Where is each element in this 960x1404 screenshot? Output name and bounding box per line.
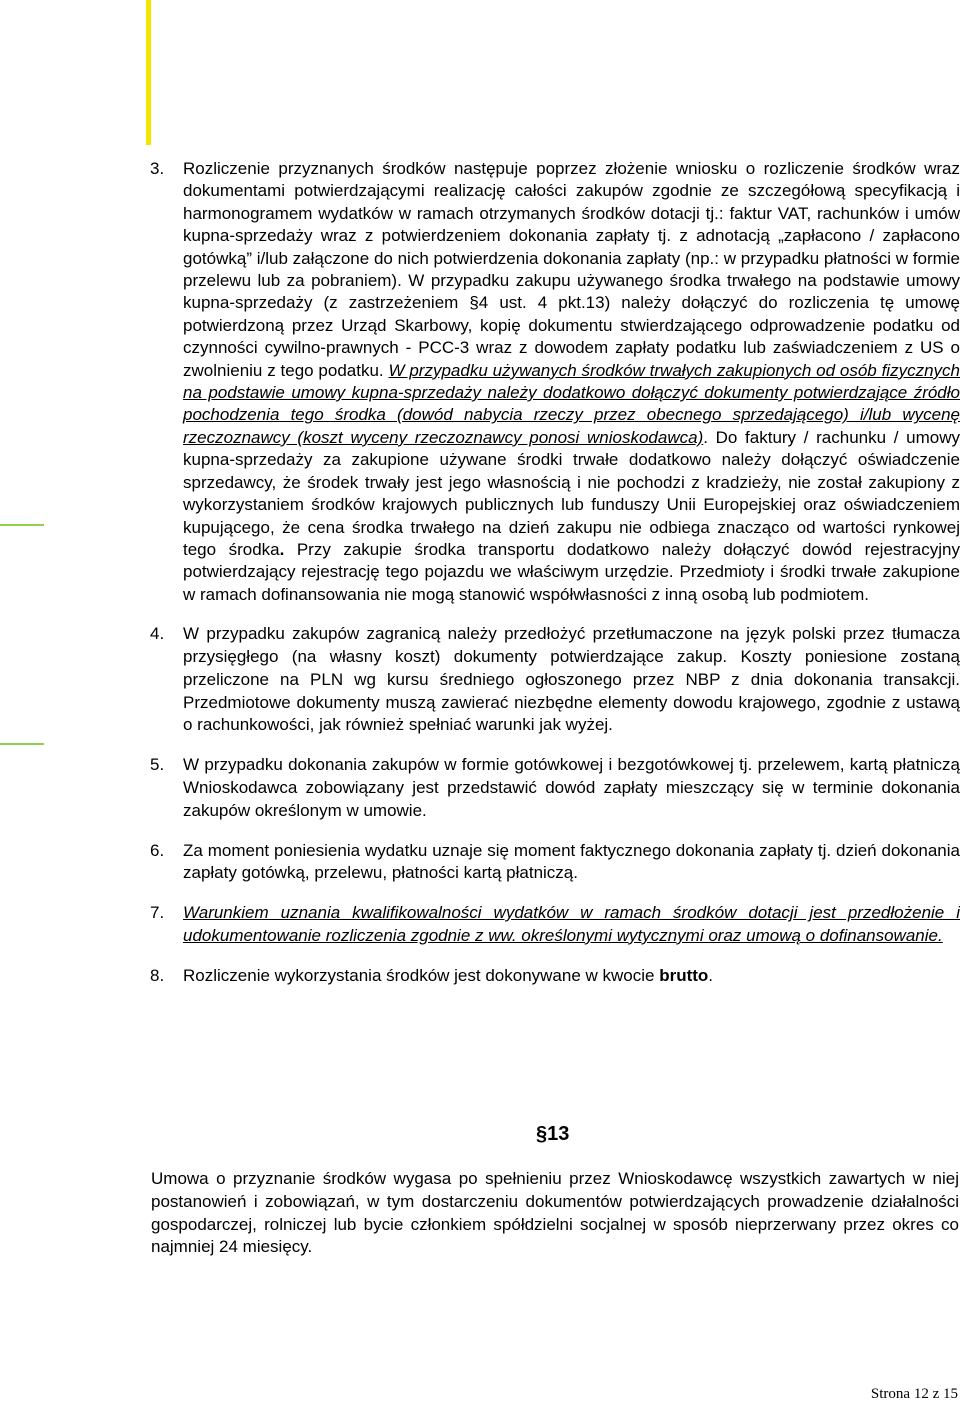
item-text: Warunkiem uznania kwalifikowalności wydatków w ramach środków dotacji jest przedłożenie i udokumentowanie rozliczenia zgodnie z ww. określonymi wytycznymi oraz umową o dofinansowanie. (183, 903, 960, 945)
green-margin-mark (0, 743, 44, 745)
yellow-margin-bar (146, 0, 151, 145)
item-text: Rozliczenie wykorzystania środków jest dokonywane w kwocie brutto. (183, 965, 714, 985)
item-number: 5. (150, 755, 165, 775)
list-item (150, 902, 960, 948)
item-number: 3. (150, 159, 165, 178)
item-number: 4. (150, 624, 165, 644)
settlement-rules-list (150, 158, 960, 1004)
item-text: Za moment poniesienia wydatku uznaje się moment faktycznego dokonania zapłaty tj. dzień dokonania zapłaty gotówką, przelewu, płatności kartą płatniczą. (183, 840, 960, 883)
item-number: 6. (150, 840, 165, 860)
green-margin-mark (0, 524, 44, 526)
page-number-footer: Strona 12 z 15 (870, 1386, 958, 1402)
item-text: W przypadku zakupów zagranicą należy przedłożyć przetłumaczone na język polski przez tłumacza przysięgłego (na własny koszt) dokumenty potwierdzające zakup. Koszty poniesione zostaną przeliczone na PLN wg kursu średniego ogłoszonego przez NBP z dnia dokonania transakcji. Przedmiotowe dokumenty muszą zawierać niezbędne elementy dowodu krajowego, zgodnie z ustawą o rachunkowości, jak również spełniać warunki jak wyżej. (183, 624, 960, 735)
item-text: W przypadku dokonania zakupów w formie gotówkowej i bezgotówkowej tj. przelewem, kartą płatniczą Wnioskodawca zobowiązany jest przedstawić dowód zapłaty mieszczący się w terminie dokonania zakupów określonym w umowie. (183, 755, 960, 820)
list-item (150, 754, 960, 822)
list-item (150, 623, 960, 737)
section-heading: §13 (536, 1123, 570, 1145)
item-number: 8. (150, 965, 165, 985)
list-item (150, 158, 960, 606)
item-number: 7. (150, 903, 165, 923)
item-text: Rozliczenie przyznanych środków następuje poprzez złożenie wniosku o rozliczenie środków wraz dokumentami potwierdzającymi realizację całości zakupów zgodnie ze szczegółową specyfikacją i harmonogramem wydatków w ramach otrzymanych środków dotacji tj.: faktur VAT, rachunków i umów kupna-sprzedaży wraz z potwierdzeniem dokonania zapłaty tj. z adnotacją „zapłacono / zapłacono gotówką” i/lub załączone do nich potwierdzenia dokonania zapłaty (np.: w przypadku płatności w formie przelewu lub za pobraniem). W przypadku zakupu używanego środka trwałego na podstawie umowy kupna-sprzedaży (z zastrzeżeniem §4 ust. 4 pkt.13) należy dołączyć do rozliczenia tę umowę potwierdzoną przez Urząd Skarbowy, kopię dokumentu stwierdzającego odprowadzenie podatku od czynności cywilno-prawnych - PCC-3 wraz z dowodem zapłaty podatku lub zaświadczeniem z US o zwolnieniu z tego podatku. W przypadku używanych środków trwałych zakupionych od osób fizycznych na podstawie umowy kupna-sprzedaży należy dodatkowo dołączyć dokumenty potwierdzające źródło pochodzenia tego środka (dowód nabycia rzeczy przez obecnego sprzedającego) i/lub wycenę rzeczoznawcy (koszt wyceny rzeczoznawcy ponosi wnioskodawca). Do faktury / rachunku / umowy kupna-sprzedaży za zakupione używane środki trwałe dodatkowo należy dołączyć oświadczenie sprzedawcy, że środek trwały jest jego własnością i nie pochodzi z kradzieży, nie został zakupiony z wykorzystaniem środków krajowych publicznych lub funduszy Unii Europejskiej oraz oświadczeniem kupującego, że cena środka trwałego na dzień zakupu nie odbiega znacząco od wartości rynkowej tego środka. Przy zakupie środka transportu dodatkowo należy dołączyć dowód rejestracyjny potwierdzający rejestrację tego pojazdu we właściwym urzędzie. Przedmioty i środki trwałe zakupione w ramach dofinansowania nie mogą stanowić współwłasności z inną osobą lub podmiotem. (183, 159, 960, 604)
list-item (150, 840, 960, 886)
final-paragraph: Umowa o przyznanie środków wygasa po spełnieniu przez Wnioskodawcę wszystkich zawartych w niej postanowień i zobowiązań, w tym dostarczeniu dokumentów potwierdzających prowadzenie działalności gospodarczej, rolniczej lub bycie członkiem spółdzielni socjalnej w sposób nieprzerwany przez okres co najmniej 24 miesięcy. (151, 1169, 959, 1257)
list-item (150, 965, 960, 988)
